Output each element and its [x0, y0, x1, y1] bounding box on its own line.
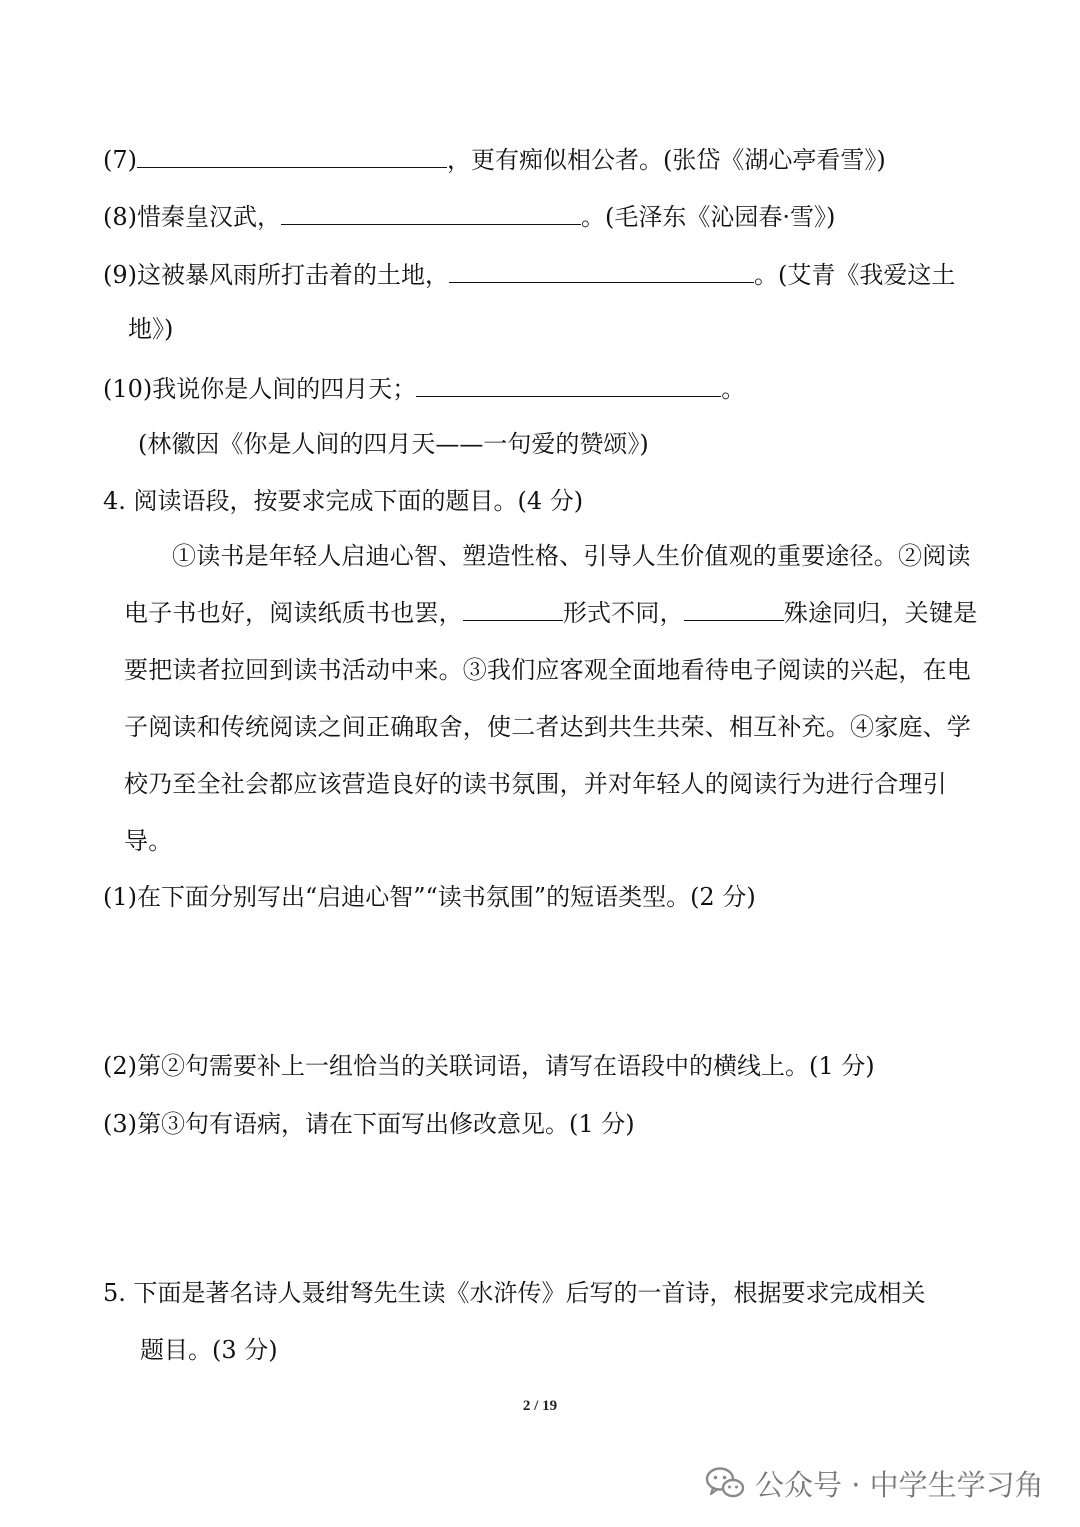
- answer-blank[interactable]: [449, 256, 754, 283]
- conjunction-blank-2[interactable]: [684, 596, 784, 621]
- question-4-sub-2: (2)第②句需要补上一组恰当的关联词语，请写在语段中的横线上。(1 分): [103, 1052, 875, 1080]
- fill-item-8: [103, 198, 835, 234]
- passage-text: 形式不同，: [562, 599, 684, 627]
- watermark-text: 公众号 · 中学生学习角: [755, 1467, 1044, 1502]
- question-4-sub-3: (3)第③句有语病，请在下面写出修改意见。(1 分): [103, 1110, 635, 1138]
- wechat-icon: [705, 1466, 745, 1500]
- item-text: (9)这被暴风雨所打击着的土地，: [103, 261, 449, 289]
- item-number: (7): [103, 146, 137, 174]
- item-text: (8)惜秦皇汉武，: [103, 203, 281, 231]
- fill-item-10-source: (林徽因《你是人间的四月天——一句爱的赞颂》): [138, 430, 649, 458]
- answer-blank[interactable]: [416, 370, 721, 397]
- reading-passage: [124, 528, 986, 870]
- passage-text: ①读书是年轻人启迪心智、塑造性格、引导人生价值观的重要途径。②阅读电子书也好，阅读纸质书也罢，: [124, 542, 971, 627]
- conjunction-blank-1[interactable]: [463, 596, 563, 621]
- fill-item-9-continuation: 地》): [128, 315, 174, 343]
- item-text: 。: [721, 375, 746, 403]
- fill-item-10: [103, 370, 745, 406]
- item-text: 。(毛泽东《沁园春·雪》): [581, 203, 836, 231]
- question-4-sub-1: (1)在下面分别写出“启迪心智”“读书氛围”的短语类型。(2 分): [103, 883, 756, 911]
- page-number: 2 / 19: [522, 1398, 558, 1414]
- fill-item-7: [103, 141, 886, 177]
- passage-text: 殊途同归，关键是要把读者拉回到读书活动中来。③我们应客观全面地看待电子阅读的兴起，在电子阅读和传统阅读之间正确取舍，使二者达到共生共荣、相互补充。④家庭、学校乃至全社会都应该营造良好的读书氛围，并对年轻人的阅读行为进行合理引导。: [124, 599, 978, 855]
- fill-item-9: [103, 256, 955, 292]
- watermark: [705, 1461, 1044, 1505]
- answer-blank[interactable]: [281, 198, 581, 225]
- answer-blank[interactable]: [137, 141, 447, 168]
- item-text: 。(艾青《我爱这土: [754, 261, 956, 289]
- question-5-title: 5. 下面是著名诗人聂绀弩先生读《水浒传》后写的一首诗，根据要求完成相关: [103, 1279, 926, 1307]
- item-text: ，更有痴似相公者。(张岱《湖心亭看雪》): [447, 146, 886, 174]
- item-text: (10)我说你是人间的四月天；: [103, 375, 417, 403]
- question-4-title: 4. 阅读语段，按要求完成下面的题目。(4 分): [103, 487, 584, 515]
- question-5-title-continuation: 题目。(3 分): [140, 1336, 278, 1364]
